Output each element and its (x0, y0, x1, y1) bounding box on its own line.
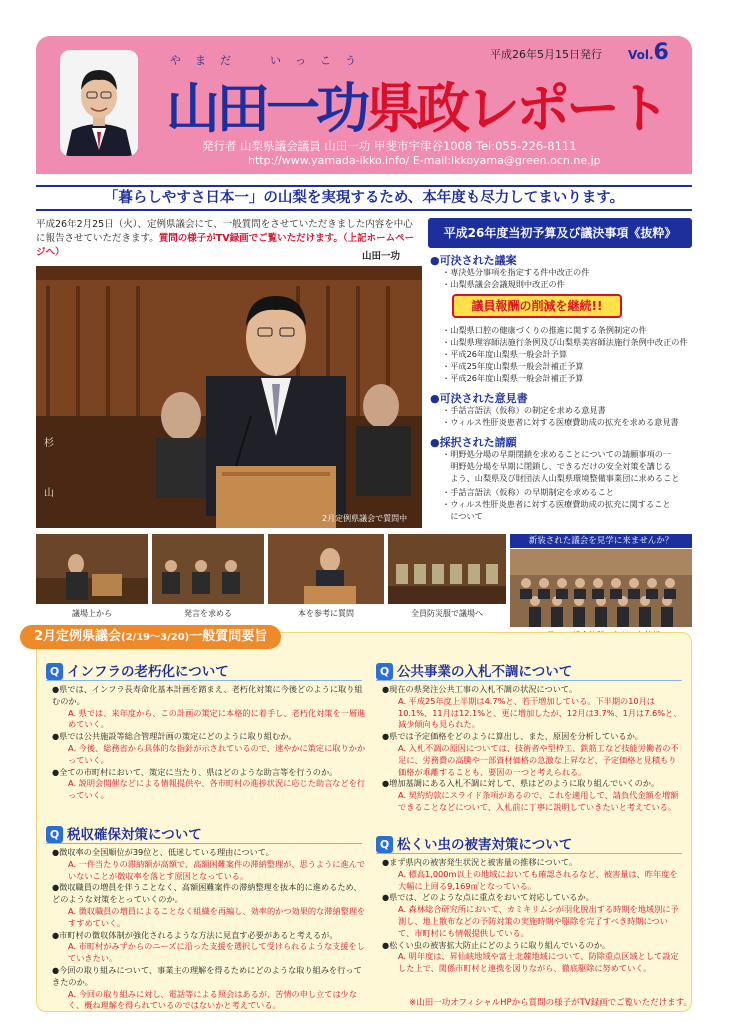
question: ●今回の取り組みについて、事業主の理解を得るためにどのような取り組みを行ってきたのか。 (52, 964, 362, 987)
main-photo-caption: 2月定例県議会で質問中 (322, 514, 408, 523)
q-infra-body (52, 684, 366, 802)
passed-bill-item: ・平成26年度山梨県一般会計予算 (442, 349, 568, 359)
issue-date: 平成26年5月15日発行 (490, 48, 602, 61)
passed-bill-item: ・専決処分事項を指定する件中改正の件 (442, 267, 590, 277)
question: ●県では、インフラ長寿命化基本計画を踏まえ、老朽化対策に今後どのように取り組むのか。 (52, 684, 363, 706)
question: ●県では公共施設等総合管理計画の策定にどのように取り組むか。 (52, 731, 297, 742)
intro-tv-note: 質問の様子がTV録画でご覧いただけます。（上記ホームページへ） (36, 233, 415, 258)
question: ●全ての市町村において、策定に当たり、県はどのような助言等を行うのか。 (52, 766, 338, 777)
petition-item: ・ウィルス性肝炎患者に対する医療費助成の拡充に関すること (442, 499, 671, 509)
session-dates: (2/19～3/20) (121, 632, 190, 643)
answer: A. 標高1,000m以上の地域においても確認されるなど、被害量は、昨年度を大幅に上回る9,169㎥となっている。 (398, 868, 678, 891)
footer-note: ※山田一功オフィシャルHPから質問の様子がTV録画でご覧いただけます。 (409, 998, 692, 1008)
passed-bill-item: ・平成25年度山梨県一般会計補正予算 (442, 361, 584, 371)
opinion-item: ・手話言語法（仮称）の制定を求める意見書 (442, 405, 606, 415)
thumb-caption-2: 発言を求める (184, 609, 232, 618)
q-icon: Q (46, 663, 63, 680)
contact-urls[interactable]: http://www.yamada-ikko.info/ E-mail:ikkoyama@green.ocn.ne.jp (248, 154, 601, 167)
answer: A. 今後、総務省から具体的な指針が示されているので、速やかに策定に取りかかっていく。 (68, 742, 366, 765)
petition-item: よう、山梨県及び財団法人山梨県環境整備事業団に求めること (442, 473, 680, 483)
answer: A. 一件当たりの滞納額が高額で、高額困難案件の滞納整理が、思うように進んでいないことが徴収率を落とす原因となっている。 (68, 858, 366, 881)
q-pine-label: 松くい虫の被害対策について (397, 837, 573, 853)
thumb-photo-1 (36, 534, 148, 604)
answer: A. 今回の取り組みに対し、電話等による照会はあるが、苦情の申し立ては少なく、概ね理解を得られているのではないかと考えている。 (68, 988, 358, 1011)
opinion-item: ・ウィルス性肝炎患者に対する医療費助成の拡充を求める意見書 (442, 417, 679, 427)
title-report: 県政レポート (366, 76, 666, 140)
visit-header: 新装された議会を見学に来ませんか？ (510, 534, 692, 548)
question: ●市町村の徴収体制が強化されるような方法に見直す必要があると考えるが。 (52, 929, 338, 940)
q-tax-label: 税収確保対策について (67, 827, 202, 843)
q-bid-body (382, 684, 684, 814)
passed-bill-item: ・平成26年度山梨県一般会計補正予算 (442, 373, 584, 383)
q-pine-title (376, 833, 572, 853)
answer: A. 市町村がみずからのニーズに沿った支援を選択して受けられるような支援をしていきたい。 (68, 941, 365, 964)
answer: A. 平成25年度上半期は4.7%と、若干増加している。下半期の10月は10.1%、11月は12.1%と、更に増加したが、12月は3.7%、1月は7.6%と、減少傾向も見られた。 (398, 695, 682, 730)
question: ●徴収職員の増員を伴うことなく、高額困難案件の滞納整理を抜本的に進めるため、どのような対策をとっていくのか。 (52, 882, 362, 905)
petition-item: ・手話言語法（仮称）の早期制定を求めること (442, 487, 614, 497)
question: ●まず県内の被害発生状況と被害量の推移について。 (382, 857, 578, 867)
thumb-photo-2 (152, 534, 264, 604)
session-title: 2月定例県議会 (34, 629, 122, 644)
group-photo (510, 549, 692, 627)
petition-item: について (442, 511, 483, 521)
title-ruby: やまだ いっこう (170, 54, 370, 67)
answer: A. 入札不調の原因については、技術者や型枠工、鉄筋工など技能労働者の不足に、労務費の高騰や一部資材価格の急激な上昇など、予定価格と見積もり価格が乖離することも、要因の一つと考えられる。 (398, 742, 679, 777)
question: ●徴収率の全国順位が39位と、低迷している理由について。 (52, 847, 274, 857)
passed-bill-item: ・山梨県議会会議規則中改正の件 (442, 279, 565, 289)
q-infra-title (46, 660, 229, 680)
volume-label (628, 40, 669, 65)
q-icon: Q (46, 826, 63, 843)
q-infra-underline (46, 680, 362, 681)
q-tax-body (52, 847, 366, 1012)
salary-cut-badge: 議員報酬の削減を継続!! (452, 294, 622, 318)
session-suffix: 一般質問要旨 (189, 629, 268, 644)
publisher-info: 発行者 山梨県議会議員 山田一功 甲斐市宇津谷1008 Tel:055-226-8111 (202, 139, 577, 153)
answer: A. 森林総合研究所において、カミキリムシが羽化脱出する時期を地域別に予測し、地上散布などの予防対策の実施時期や駆除を完了すべき時期について、市町村にも情報提供している。 (398, 904, 679, 938)
budget-header: 平成26年度当初予算及び議決事項《抜粋》 (428, 218, 692, 248)
signature: 山田一功 (362, 251, 401, 262)
main-photo (36, 266, 422, 528)
petition-item: 明野処分場を早期に閉鎖し、できるだけの安全対策を講じる (442, 461, 672, 471)
petition-item: ・明野処分場の早期閉鎖を求めることについての請願事項の一 (442, 449, 672, 459)
question: ●県では予定価格をどのように算出し、また、原因を分析しているか。 (382, 731, 643, 742)
answer: A. 説明会開催などによる情報提供や、各市町村の進捗状況に応じた助言などを行っていく。 (68, 778, 366, 801)
q-bid-underline (376, 680, 682, 681)
answer: A. 契約約款にスライド条項があるので、これを適用して、請負代金額を増額できることなどについて、入札前に丁寧に説明していきたいと考えている。 (398, 790, 679, 812)
q-tax-title (46, 823, 202, 843)
thumb-photo-4 (388, 534, 506, 604)
thumb-caption-4: 全員防災服で議場へ (411, 609, 483, 618)
thumb-photo-3 (268, 534, 384, 604)
opinion-title: ●可決された意見書 (430, 392, 528, 405)
question: ●県では、どのような点に重点をおいて対応しているか。 (382, 892, 594, 903)
title-name: 山田一功 (166, 76, 366, 140)
q-pine-underline (376, 853, 682, 854)
answer: A. 明年度は、昇仙峡地域や富士北麓地域について、防除重点区域として設定した上で、関係市町村と連携を図りながら、徹底駆除に努めていく。 (398, 951, 679, 974)
q-bid-label: 公共事業の入札不調について (397, 664, 573, 680)
question: ●松くい虫の被害拡大防止にどのように取り組んでいるのか。 (382, 939, 611, 950)
intro-body: 平成26年2月25日（火）、定例県議会にて、一般質問をさせていただきました内容を中心に報告させていただきます。 (36, 219, 413, 244)
q-icon: Q (376, 836, 393, 853)
vol-number: 6 (653, 40, 669, 65)
vol-prefix: Vol. (628, 48, 654, 62)
passed-bills-title: ●可決された議案 (430, 254, 517, 267)
passed-bill-item: ・山梨県口腔の健康づくりの推進に関する条例制定の件 (442, 325, 647, 335)
passed-bill-item: ・山梨県理容師法施行条例及び山梨県美容師法施行条例中改正の件 (442, 337, 688, 347)
q-icon: Q (376, 663, 393, 680)
svg-text:杉: 杉 (44, 438, 54, 449)
answer: A. 徴収職員の増員によることなく組織を再編し、効率的かつ効果的な滞納整理をすすめていく。 (68, 905, 366, 928)
headline: 「暮らしやすさ日本一」の山梨を実現するため、本年度も尽力してまいります。 (36, 185, 692, 211)
thumb-caption-3: 本を参考に質問 (298, 609, 354, 618)
answer: A. 県では、来年度から、この計画の策定に本格的に着手し、老朽化対策を一層進めていく。 (68, 707, 366, 730)
q-tax-underline (46, 843, 362, 844)
session-badge (20, 625, 281, 649)
svg-text:山: 山 (44, 488, 54, 499)
author-portrait (60, 50, 138, 156)
q-bid-title (376, 660, 572, 680)
question: ●増加基調にある入札不調に対して、県はどのように取り組んでいくのか。 (382, 778, 660, 789)
thumb-caption-1: 議場上から (72, 609, 112, 618)
q-infra-label: インフラの老朽化について (67, 664, 229, 680)
q-pine-body (382, 857, 684, 975)
question: ●現在の県発注公共工事の入札不調の状況について。 (382, 684, 578, 694)
petition-title: ●採択された請願 (430, 436, 517, 449)
newsletter-title (166, 66, 666, 143)
